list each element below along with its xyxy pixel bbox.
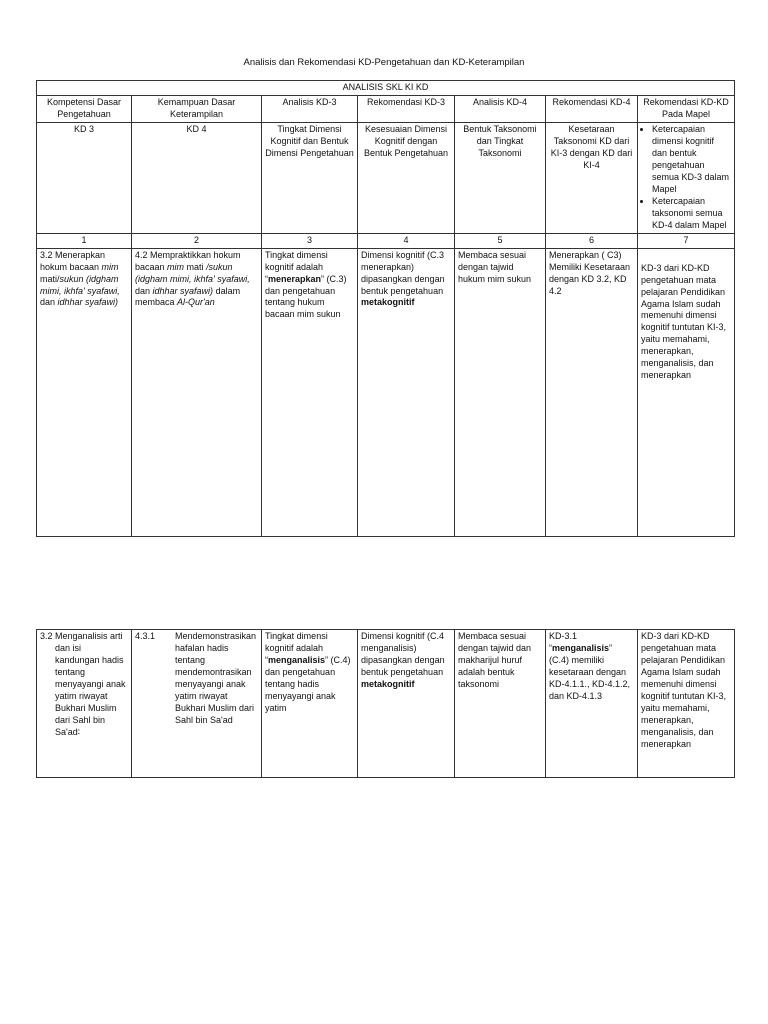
cell-text: metakognitif xyxy=(361,678,415,689)
recommend-kd3-cell xyxy=(358,248,455,536)
column-number: 3 xyxy=(262,233,358,248)
subheader-cell: Kesesuaian Dimensi Kognitif dengan Bentuk Pengetahuan xyxy=(358,122,455,233)
kd3-cell xyxy=(37,248,132,536)
recommend-mapel-cell: KD-3 dari KD-KD pengetahuan mata pelajaran Pendidikan Agama Islam sudah memenuhi dimensi kognitif tuntutan KI-3, yaitu memahami, menerapkan, menganalisis, dan menerapkan xyxy=(638,248,735,536)
cell-text: Tingkat dimensi kognitif adalah “ xyxy=(265,249,328,284)
column-number: 4 xyxy=(358,233,455,248)
column-number: 7 xyxy=(638,233,735,248)
table-row xyxy=(37,630,735,778)
cell-text: mati/ xyxy=(40,273,60,284)
cell-text: menganalisis xyxy=(268,654,326,665)
kd-number: 3.2 xyxy=(40,631,53,641)
column-number: 5 xyxy=(455,233,546,248)
subheader-cell: KD 3 xyxy=(37,122,132,233)
kd3-cell xyxy=(37,630,132,778)
cell-text: 3.2 Menerapkan hokum bacaan xyxy=(40,249,106,272)
cell-text: 4.2 Mempraktikkan hokum bacaan xyxy=(135,249,241,272)
subheader-cell: Bentuk Taksonomi dan Tingkat Taksonomi xyxy=(455,122,546,233)
cell-text: mim xyxy=(101,261,119,272)
analysis-kd4-cell: Membaca sesuai dengan tajwid hukum mim sukun xyxy=(455,248,546,536)
cell-text: Dimensi kognitif (C.4 menganalisis) dipasangkan dengan bentuk pengetahuan xyxy=(361,631,445,677)
cell-text: dan xyxy=(40,297,58,308)
recommend-kd4-cell xyxy=(546,630,638,778)
kd4-cell xyxy=(132,248,262,536)
subheader-cell xyxy=(638,122,735,233)
cell-text: Tingkat dimensi kognitif adalah “ xyxy=(265,631,328,665)
subheader-cell: Kesetaraan Taksonomi KD dari KI-3 dengan KD dari KI-4 xyxy=(546,122,638,233)
criteria-list xyxy=(641,124,731,232)
table-row xyxy=(37,248,735,536)
recommend-kd4-cell: Menerapkan ( C3) Memiliki Kesetaraan dengan KD 3.2, KD 4.2 xyxy=(546,248,638,536)
analysis-kd4-cell: Membaca sesuai dengan tajwid dan makharijul huruf adalah bentuk taksonomi xyxy=(455,630,546,778)
subheader-cell: KD 4 xyxy=(132,122,262,233)
analysis-table xyxy=(36,80,735,537)
header-cell: Kemampuan Dasar Keterampilan xyxy=(132,95,262,122)
header-cell: Rekomendasi KD-KD Pada Mapel xyxy=(638,95,735,122)
cell-text: sukun (idgham mimi, ikhfa' syafawi, xyxy=(40,273,120,296)
cell-text: Menganalisis arti dan isi kandungan hadis tentang menyayangi anak yatim riwayat Bukhari Muslim dari Sahl bin Sa'ad∶ xyxy=(55,631,126,737)
column-number: 2 xyxy=(132,233,262,248)
cell-text: /sukun (idgham mimi, ikhfa' syafawi, xyxy=(135,261,250,284)
cell-text: Dimensi kognitif (C.3 menerapkan) dipasangkan dengan bentuk pengetahuan xyxy=(361,249,445,296)
header-cell: Analisis KD-3 xyxy=(262,95,358,122)
table-main-header-row xyxy=(37,81,735,96)
cell-text: dan xyxy=(135,285,153,296)
column-number-row xyxy=(37,233,735,248)
kd-number: 4.3.1 xyxy=(135,631,156,641)
header-cell: Kompetensi Dasar Pengetahuan xyxy=(37,95,132,122)
cell-text: ” (C.3) dan pengetahuan tentang hukum bacaan mim sukun xyxy=(265,273,347,320)
main-header-cell: ANALISIS SKL KI KD xyxy=(37,81,735,96)
list-item: • Ketercapaian taksonomi semua KD-4 dalam Mapel xyxy=(652,196,731,232)
cell-text: idhhar syafawi) xyxy=(152,285,214,296)
cell-text: ” (C.4) memiliki kesetaraan dengan KD-4.1.1., KD-4.1.2, dan KD-4.1.3 xyxy=(549,642,631,701)
cell-text: idhhar syafawi) xyxy=(57,297,119,308)
document-title: Analisis dan Rekomendasi KD-Pengetahuan dan KD-Keterampilan xyxy=(243,57,525,68)
cell-text: dalam membaca xyxy=(135,285,241,308)
cell-text: Mendemonstrasikan hafalan hadis tentang mendemontrasikan menyayangi anak yatim riwayat Bukhari Muslim dari Sahl bin Sa'ad xyxy=(175,631,257,725)
header-cell: Analisis KD-4 xyxy=(455,95,546,122)
cell-text: menganalisis xyxy=(552,642,610,653)
column-number: 6 xyxy=(546,233,638,248)
cell-text: mim xyxy=(167,261,185,272)
analysis-table-continued xyxy=(36,629,735,778)
header-cell: Rekomendasi KD-3 xyxy=(358,95,455,122)
cell-text: ” (C.4) dan pengetahuan tentang hadis menyayangi anak yatim xyxy=(265,654,351,713)
cell-text: Al-Qur'an xyxy=(177,297,215,308)
cell-text: menerapkan xyxy=(268,273,322,284)
cell-text: mati xyxy=(184,261,207,272)
header-cell: Rekomendasi KD-4 xyxy=(546,95,638,122)
kd4-cell xyxy=(132,630,262,778)
cell-text: metakognitif xyxy=(361,297,415,308)
recommend-mapel-cell: KD-3 dari KD-KD pengetahuan mata pelajaran Pendidikan Agama Islam sudah memenuhi dimensi kognitif tuntutan KI-3, yaitu memahami, menerapkan, menganalisis, dan menerapkan xyxy=(638,630,735,778)
column-number: 1 xyxy=(37,233,132,248)
recommend-kd3-cell xyxy=(358,630,455,778)
table-subheader-row xyxy=(37,122,735,233)
analysis-kd3-cell xyxy=(262,248,358,536)
table-header-row xyxy=(37,95,735,122)
list-item: • Ketercapaian dimensi kognitif dan bentuk pengetahuan semua KD-3 dalam Mapel xyxy=(652,124,731,196)
analysis-kd3-cell xyxy=(262,630,358,778)
subheader-cell: Tingkat Dimensi Kognitif dan Bentuk Dimensi Pengetahuan xyxy=(262,122,358,233)
cell-text: KD-3.1 “ xyxy=(549,631,578,653)
